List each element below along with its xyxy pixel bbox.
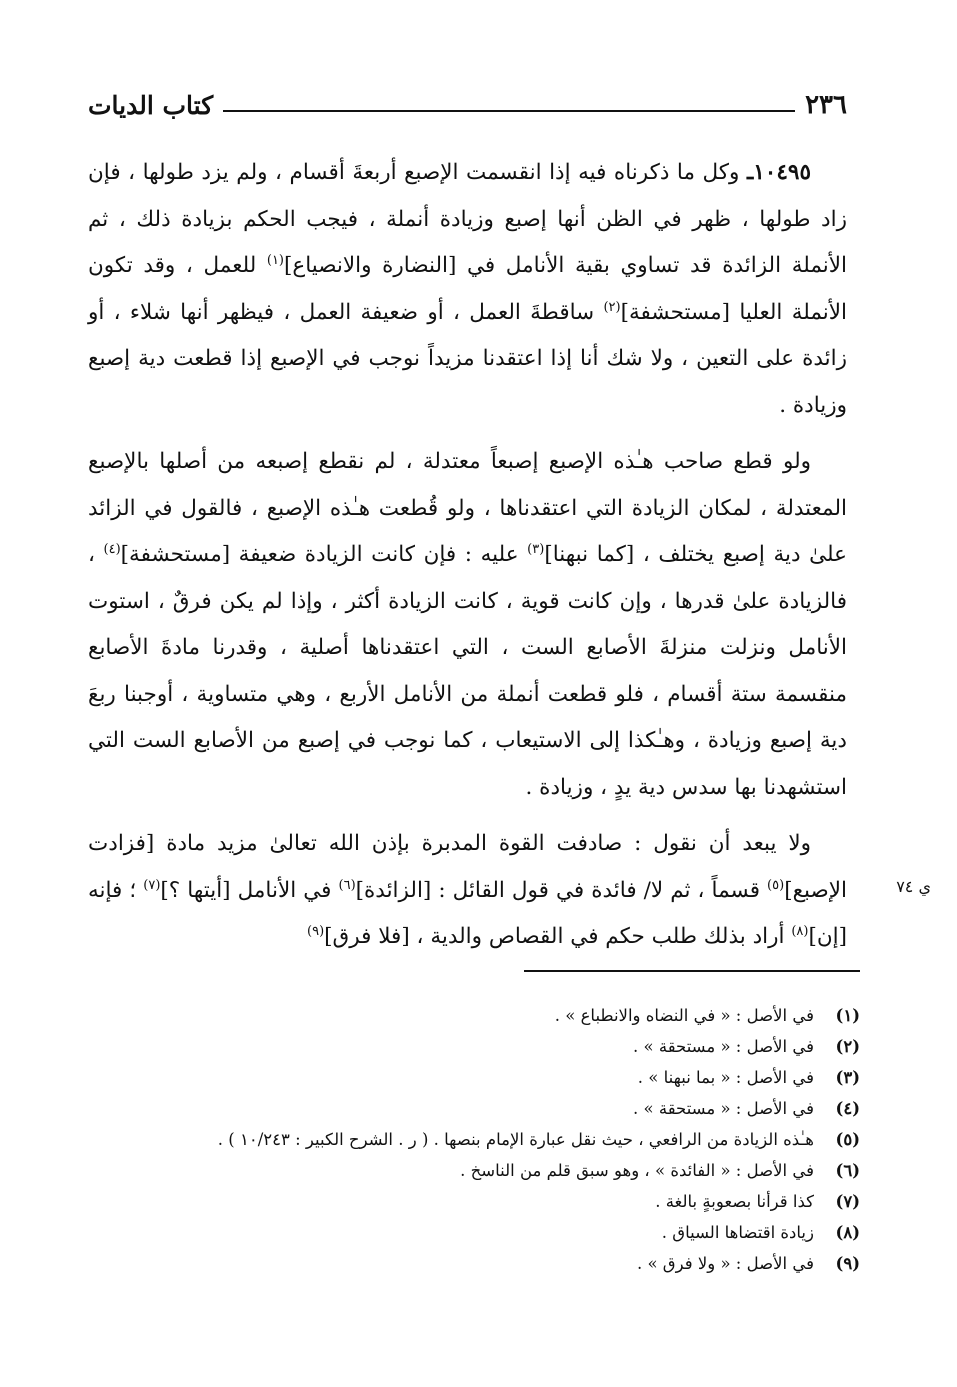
paragraph-1 [88,150,847,429]
footnote-ref: (١) [266,252,284,268]
paragraph-text: ؛ فإنه [إن] [88,877,847,949]
footnote-item [60,1093,860,1124]
footnote-text: في الأصل : « في النضاه والانطباع » . [554,1006,814,1025]
footnotes [60,1000,860,1279]
margin-note: ي ٧٤ [896,877,931,896]
footnote-number: (٧) [835,1192,860,1211]
footnote-text: زيادة اقتضاها السياق . [661,1223,814,1242]
footnote-item [60,1186,860,1217]
footnote-text: هـٰذه الزيادة من الرافعي ، حيث نقل عبارة الإمام بنصها . ( ر . الشرح الكبير : ١٠/٢٤٣ ) . [217,1130,814,1149]
footnote-ref: (٧) [143,877,161,893]
running-title: كتاب الديات [88,91,214,120]
footnote-ref: (٨) [791,923,809,939]
footnote-ref: (٤) [103,541,121,557]
paragraph-text: وكل ما ذكرناه فيه إذا انقسمت الإصبع أربعةَ أقسام ، ولم يزد طولها ، فإن زاد طولها ، ظهر في الظن أنها إصبع وزيادة أنملة ، فيجب الحكم بزيادة ذلك ، ثم الأنملة الزائدة قد تساوي بقية الأنامل في [النضارة والانصياع] [88,160,847,278]
footnote-ref: (٢) [603,299,621,315]
footnote-text: في الأصل : « ولا فرق » . [636,1254,814,1273]
paragraph-text: أراد بذلك طلب حكم في القصاص والدية ، [فلا فرق] [324,924,792,949]
footnote-number: (٥) [835,1130,860,1149]
paragraph-number: ١٠٤٩٥ـ [746,160,811,185]
footnote-number: (٨) [835,1223,860,1242]
footnote-number: (٩) [835,1254,860,1273]
paragraph-text: في الأنامل [أيتها ؟] [160,877,339,903]
footnote-number: (١) [835,1006,860,1025]
footnote-number: (٦) [835,1161,860,1180]
footnote-number: (٢) [835,1037,860,1056]
paragraph-3 [88,821,847,961]
page-number: ٢٣٦ [805,90,847,120]
footnote-item [60,1031,860,1062]
paragraph-text: ولو قطع صاحب هـٰذه الإصبع إصبعاً معتدلة ، لم نقطع إصبعه من أصلها بالإصبع المعتدلة ، لمكان الزيادة التي اعتقدناها ، ولو قُطعت هـٰذه الإصبع ، فالقول في الزائد علىٰ دية إصبع يختلف ، [كما نبهنا] [88,449,847,567]
footnote-item [60,1217,860,1248]
footnote-ref: (٦) [338,877,356,893]
footnote-ref: (٥) [767,877,785,893]
paragraph-2 [88,439,847,811]
footnote-text: في الأصل : « بما نبهنا » . [637,1068,814,1087]
footnote-ref: (٩) [307,923,325,939]
paragraph-text: ساقطةَ العمل ، أو ضعيفة العمل ، فيظهر أنها شلاء ، أو زائدة على التعين ، ولا شك أنا إذا اعتقدنا مزيداً نوجب في الإصبع إذا قطعت دية إصبع وزيادة . [88,299,847,418]
paragraph-text: للعمل ، وقد تكون الأنملة العليا [مستحشفة] [88,253,847,325]
header-rule [223,110,795,112]
body-text [88,150,847,971]
paragraph-text: ، فالزيادة علىٰ قدرها ، وإن كانت قوية ، كانت الزيادة أكثر ، وإذا لم يكن فرقٌ ، استوت الأنامل ونزلت منزلةَ الأصابع الست ، التي اعتقدناها أصلية ، وقدرنا مادةَ الأصابع منقسمة ستة أقسام ، فلو قطعت أنملة من الأنامل الأربع ، وهي متساوية ، أوجبنا ربعَ دية إصبع وزيادة ، وهـٰكذا إلى الاستيعاب ، كما نوجب في إصبع من الأصابع الست التي استشهدنا بها سدس دية يدٍ ، وزيادة . [88,542,847,800]
footnote-item [60,1062,860,1093]
footnote-text: في الأصل : « مستحقة » . [633,1099,814,1118]
footnote-number: (٣) [835,1068,860,1087]
paragraph-text: قسماً ، ثم لا/ فائدة في قول القائل : [الزائدة] [355,877,768,903]
footnote-text: في الأصل : « الفائدة » ، وهو سبق قلم من الناسخ . [460,1161,814,1180]
footnote-ref: (٣) [527,541,545,557]
page-header [88,78,847,122]
paragraph-text: عليه : فإن كانت الزيادة ضعيفة [مستحشفة] [120,542,528,567]
paragraph-text: ولا يبعد أن نقول : صادفت القوة المدبرة بإذن الله تعالىٰ مزيد مادة [فزادت الإصبع] [88,831,847,903]
footnote-text: كذا قرأنا بصعوبةٍ بالغة . [655,1192,814,1211]
footnote-item [60,1155,860,1186]
footnote-number: (٤) [835,1099,860,1118]
footnote-text: في الأصل : « مستحقة » . [633,1037,814,1056]
footnote-rule [524,970,860,972]
footnote-item [60,1248,860,1279]
footnote-item [60,1124,860,1155]
footnote-item [60,1000,860,1031]
